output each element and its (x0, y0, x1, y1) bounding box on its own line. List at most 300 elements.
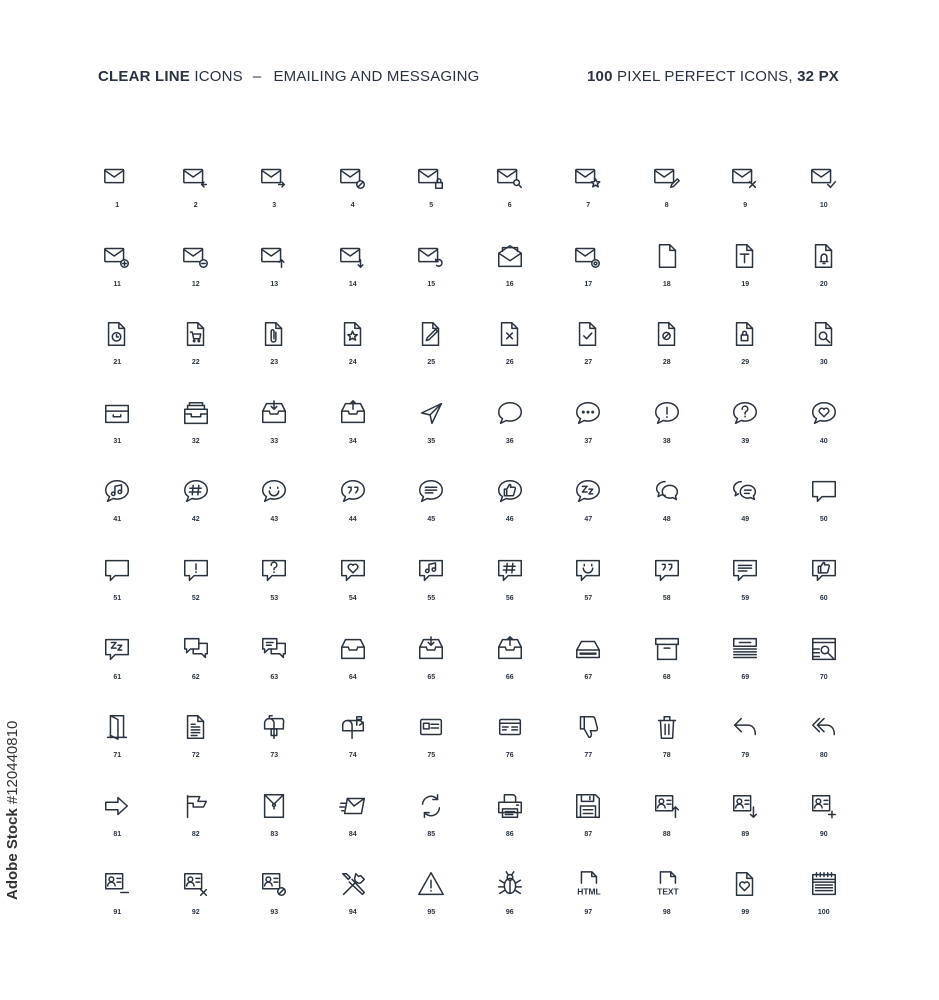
icon-number: 54 (348, 594, 357, 602)
icon-number: 16 (505, 280, 514, 288)
fast-mail-icon (338, 791, 368, 821)
icon-number: 32 (191, 437, 200, 445)
icon-number: 80 (819, 752, 828, 760)
icon-cell (392, 386, 471, 465)
envelope-at-icon (573, 241, 603, 271)
icon-cell (157, 307, 236, 386)
icon-cell (706, 700, 785, 779)
icon-cell (157, 779, 236, 858)
icon-cell (314, 700, 393, 779)
icon-number: 17 (584, 280, 593, 288)
document-edit-icon (416, 319, 446, 349)
icon-number: 90 (819, 830, 828, 838)
icon-cell (471, 229, 550, 308)
icon-cell (785, 622, 864, 701)
icon-number: 82 (191, 830, 200, 838)
icon-cell (549, 464, 628, 543)
door-exit-icon (102, 712, 132, 742)
icon-cell (549, 779, 628, 858)
inbox-upload-icon (495, 634, 525, 664)
icon-cell (157, 150, 236, 229)
reply-icon (730, 712, 760, 742)
icon-cell (392, 150, 471, 229)
floppy-disk-icon (573, 791, 603, 821)
icon-cell (157, 229, 236, 308)
icon-number: 23 (270, 359, 279, 367)
icon-number: 14 (348, 280, 357, 288)
envelope-download-icon (338, 241, 368, 271)
icon-cell (706, 464, 785, 543)
title-rest: ICONS (194, 68, 243, 85)
icon-cell (157, 464, 236, 543)
chat-alert-icon (652, 398, 682, 428)
icon-cell (235, 464, 314, 543)
icon-number: 2 (193, 202, 198, 209)
chat-bubble-icon (495, 398, 525, 428)
icon-number: 56 (505, 594, 514, 602)
icon-number: 83 (270, 830, 279, 838)
chat-like-icon (495, 476, 525, 506)
icon-number: 46 (505, 516, 514, 524)
tools-icon (338, 869, 368, 899)
icon-number: 22 (191, 359, 200, 367)
icon-number: 65 (427, 673, 436, 681)
sealed-envelope-icon (259, 791, 289, 821)
icon-number: 67 (584, 673, 593, 681)
messages-text-icon (259, 634, 289, 664)
page-subtitle: EMAILING AND MESSAGING (273, 68, 480, 85)
chat-text-icon (416, 476, 446, 506)
icon-cell (392, 229, 471, 308)
icon-number: 61 (113, 673, 122, 681)
message-smile-icon (573, 555, 603, 585)
icon-cell (314, 543, 393, 622)
paper-plane-icon (416, 398, 446, 428)
icon-cell (314, 229, 393, 308)
icon-number: 7 (586, 202, 591, 209)
icon-cell (785, 857, 864, 936)
icon-cell (706, 779, 785, 858)
icon-cell (471, 464, 550, 543)
icon-number: 11 (113, 280, 121, 288)
icon-number: 55 (427, 594, 436, 602)
drive-tray-icon (573, 634, 603, 664)
icon-cell (392, 700, 471, 779)
icon-cell (314, 622, 393, 701)
icon-cell (785, 464, 864, 543)
icon-label: HTML (577, 886, 601, 897)
icon-cell (471, 307, 550, 386)
chat-typing-icon (573, 398, 603, 428)
icon-cell (157, 386, 236, 465)
icon-cell (628, 464, 707, 543)
document-star-icon (338, 319, 368, 349)
icon-cell (78, 543, 157, 622)
document-icon (652, 241, 682, 271)
icon-cell (235, 700, 314, 779)
reply-all-icon (809, 712, 839, 742)
icon-cell (785, 386, 864, 465)
calendar-icon (809, 869, 839, 899)
document-lines-icon (181, 712, 211, 742)
icon-number: 20 (819, 280, 828, 288)
icon-cell (628, 857, 707, 936)
icon-cell (235, 622, 314, 701)
icon-number: 1 (115, 202, 120, 209)
chat-conversation-icon (652, 476, 682, 506)
contact-delete-icon (181, 869, 211, 899)
count-rest: PIXEL PERFECT ICONS, (617, 68, 793, 85)
icon-number: 76 (505, 752, 514, 760)
icon-cell (392, 464, 471, 543)
icon-number: 75 (427, 752, 436, 760)
contact-remove-icon (102, 869, 132, 899)
icon-number: 96 (505, 909, 514, 917)
icon-number: 81 (113, 830, 122, 838)
icon-number: 8 (664, 202, 669, 209)
inbox-download-icon (416, 634, 446, 664)
document-blocked-icon (652, 319, 682, 349)
message-text-icon (730, 555, 760, 585)
envelope-lock-icon (416, 162, 446, 192)
icon-cell (78, 307, 157, 386)
warning-icon (416, 869, 446, 899)
document-check-icon (573, 319, 603, 349)
icon-cell (78, 857, 157, 936)
refresh-icon (416, 791, 446, 821)
icon-number: 29 (741, 359, 750, 367)
icon-number: 5 (429, 202, 434, 209)
envelope-delete-icon (730, 162, 760, 192)
icon-number: 89 (741, 830, 750, 838)
icon-number: 97 (584, 909, 593, 917)
title-dash: – (252, 68, 262, 85)
envelope-reply-icon (181, 162, 211, 192)
icon-number: 64 (348, 673, 357, 681)
contact-blocked-icon (259, 869, 289, 899)
icon-cell (235, 386, 314, 465)
icon-cell (235, 307, 314, 386)
icon-cell (471, 622, 550, 701)
text-file-icon (652, 869, 682, 899)
icon-number: 84 (348, 830, 357, 838)
icon-cell (314, 386, 393, 465)
icon-cell (628, 779, 707, 858)
icon-number: 71 (113, 752, 122, 760)
trash-icon (652, 712, 682, 742)
card-text-icon (495, 712, 525, 742)
icon-number: 85 (427, 830, 436, 838)
header (98, 68, 839, 92)
tray-stack-icon (181, 398, 211, 428)
icon-number: 25 (427, 359, 436, 367)
document-bell-icon (809, 241, 839, 271)
icon-cell (628, 622, 707, 701)
arrow-right-icon (102, 791, 132, 821)
document-delete-icon (495, 319, 525, 349)
icon-size: 32 PX (797, 68, 839, 85)
icon-number: 94 (348, 909, 357, 917)
icon-cell (785, 779, 864, 858)
envelope-upload-icon (259, 241, 289, 271)
icon-number: 38 (662, 437, 671, 445)
icon-number: 37 (584, 437, 593, 445)
icon-cell (314, 464, 393, 543)
icon-cell (628, 386, 707, 465)
icon-cell (392, 779, 471, 858)
icon-cell (706, 543, 785, 622)
icon-cell (549, 229, 628, 308)
icon-number: 39 (741, 437, 750, 445)
envelope-blocked-icon (338, 162, 368, 192)
icon-cell (392, 543, 471, 622)
icon-number: 44 (348, 516, 357, 524)
envelope-add-icon (102, 241, 132, 271)
archive-search-icon (809, 634, 839, 664)
icon-cell (471, 700, 550, 779)
icon-cell (706, 622, 785, 701)
bug-icon (495, 869, 525, 899)
icon-number: 88 (662, 830, 671, 838)
icon-cell (157, 543, 236, 622)
document-attachment-icon (259, 319, 289, 349)
icon-cell (706, 857, 785, 936)
icon-cell (628, 543, 707, 622)
envelope-search-icon (495, 162, 525, 192)
icon-number: 100 (817, 909, 830, 917)
icon-number: 21 (113, 359, 122, 367)
icon-number: 47 (584, 516, 593, 524)
icon-cell (314, 857, 393, 936)
icon-number: 53 (270, 594, 279, 602)
icon-cell (785, 543, 864, 622)
icon-number: 57 (584, 594, 593, 602)
icon-number: 35 (427, 437, 436, 445)
envelope-star-icon (573, 162, 603, 192)
icon-number: 73 (270, 752, 279, 760)
message-like-icon (809, 555, 839, 585)
icon-number: 3 (272, 202, 277, 209)
icon-cell (549, 307, 628, 386)
stock-id-label (4, 721, 21, 900)
tray-icon (102, 398, 132, 428)
icon-cell (706, 307, 785, 386)
envelope-edit-icon (652, 162, 682, 192)
icon-number: 27 (584, 359, 593, 367)
envelope-remove-icon (181, 241, 211, 271)
icon-number: 72 (191, 752, 200, 760)
icon-number: 28 (662, 359, 671, 367)
chat-smile-icon (259, 476, 289, 506)
icon-cell (628, 700, 707, 779)
icon-number: 77 (584, 752, 593, 760)
icon-cell (78, 386, 157, 465)
title-bold: CLEAR LINE (98, 68, 190, 85)
document-clock-icon (102, 319, 132, 349)
icon-number: 13 (270, 280, 279, 288)
icon-number: 6 (507, 202, 512, 209)
page-title (98, 68, 480, 85)
tray-download-icon (259, 398, 289, 428)
chat-sleep-icon (573, 476, 603, 506)
icon-cell (235, 150, 314, 229)
message-sleep-icon (102, 634, 132, 664)
icon-count-title (587, 68, 839, 85)
icon-cell (471, 779, 550, 858)
html-file-icon (573, 869, 603, 899)
icon-number: 34 (348, 437, 357, 445)
contact-upload-icon (652, 791, 682, 821)
inbox-tray-icon (338, 634, 368, 664)
icon-number: 19 (741, 280, 750, 288)
message-alert-icon (181, 555, 211, 585)
icon-number: 52 (191, 594, 200, 602)
icon-number: 74 (348, 752, 357, 760)
icon-cell (392, 622, 471, 701)
envelope-icon (102, 162, 132, 192)
icon-cell (78, 229, 157, 308)
messages-icon (181, 634, 211, 664)
icon-number: 68 (662, 673, 671, 681)
count-bold: 100 (587, 68, 613, 85)
icon-number: 43 (270, 516, 279, 524)
icon-number: 51 (113, 594, 122, 602)
icon-number: 62 (191, 673, 200, 681)
icon-cell (157, 700, 236, 779)
message-quote-icon (652, 555, 682, 585)
chat-heart-icon (809, 398, 839, 428)
chat-conversation-text-icon (730, 476, 760, 506)
message-square-icon (809, 476, 839, 506)
thumbs-down-icon (573, 712, 603, 742)
flag-icon (181, 791, 211, 821)
icon-cell (628, 307, 707, 386)
icon-number: 42 (191, 516, 200, 524)
icon-number: 87 (584, 830, 593, 838)
icon-number: 91 (113, 909, 122, 917)
icon-cell (471, 386, 550, 465)
envelope-undo-icon (416, 241, 446, 271)
icon-number: 10 (819, 202, 828, 209)
icon-number: 24 (348, 359, 357, 367)
icon-number: 58 (662, 594, 671, 602)
icon-number: 45 (427, 516, 436, 524)
icon-number: 93 (270, 909, 279, 917)
icon-cell (706, 150, 785, 229)
printer-icon (495, 791, 525, 821)
chat-hashtag-icon (181, 476, 211, 506)
icon-cell (706, 229, 785, 308)
paper-stack-icon (730, 634, 760, 664)
icon-number: 98 (662, 909, 671, 917)
icon-number: 78 (662, 752, 671, 760)
icon-cell (471, 150, 550, 229)
icon-cell (785, 307, 864, 386)
icon-cell (549, 386, 628, 465)
icon-cell (157, 857, 236, 936)
icon-number: 9 (743, 202, 748, 209)
icon-cell (785, 700, 864, 779)
icon-number: 41 (113, 516, 122, 524)
chat-quote-icon (338, 476, 368, 506)
document-lock-icon (730, 319, 760, 349)
icon-number: 33 (270, 437, 279, 445)
icon-cell (471, 857, 550, 936)
stock-brand: Adobe Stock (4, 808, 21, 900)
icon-number: 66 (505, 673, 514, 681)
message-square-icon (102, 555, 132, 585)
stock-id: #120440810 (4, 720, 21, 805)
mailbox-flag-icon (338, 712, 368, 742)
contact-download-icon (730, 791, 760, 821)
icon-cell (628, 229, 707, 308)
archive-box-icon (652, 634, 682, 664)
icon-number: 36 (505, 437, 514, 445)
icon-cell (235, 779, 314, 858)
icon-cell (549, 543, 628, 622)
icon-cell (78, 700, 157, 779)
icon-number: 92 (191, 909, 200, 917)
icon-cell (392, 857, 471, 936)
icon-cell (235, 543, 314, 622)
message-question-icon (259, 555, 289, 585)
icon-number: 79 (741, 752, 750, 760)
chat-question-icon (730, 398, 760, 428)
icon-number: 59 (741, 594, 750, 602)
icon-cell (235, 857, 314, 936)
icon-cell (706, 386, 785, 465)
icon-grid (78, 150, 863, 936)
chat-music-icon (102, 476, 132, 506)
icon-number: 50 (819, 516, 828, 524)
icon-cell (78, 622, 157, 701)
icon-number: 31 (113, 437, 122, 445)
icon-cell (628, 150, 707, 229)
icon-number: 18 (662, 280, 671, 288)
icon-cell (549, 857, 628, 936)
message-hashtag-icon (495, 555, 525, 585)
icon-cell (78, 779, 157, 858)
icon-cell (549, 150, 628, 229)
icon-number: 15 (427, 280, 436, 288)
icon-cell (549, 622, 628, 701)
icon-cell (78, 150, 157, 229)
message-heart-icon (338, 555, 368, 585)
tray-upload-icon (338, 398, 368, 428)
icon-cell (392, 307, 471, 386)
icon-number: 49 (741, 516, 750, 524)
card-icon (416, 712, 446, 742)
envelope-forward-icon (259, 162, 289, 192)
contact-add-icon (809, 791, 839, 821)
icon-number: 95 (427, 909, 436, 917)
envelope-open-icon (495, 241, 525, 271)
document-search-icon (809, 319, 839, 349)
icon-number: 99 (741, 909, 750, 917)
icon-label: TEXT (656, 886, 679, 897)
icon-cell (785, 229, 864, 308)
icon-cell (314, 307, 393, 386)
icon-number: 69 (741, 673, 750, 681)
icon-number: 26 (505, 359, 514, 367)
icon-number: 63 (270, 673, 279, 681)
icon-number: 30 (819, 359, 828, 367)
icon-number: 12 (191, 280, 200, 288)
icon-number: 40 (819, 437, 828, 445)
icon-number: 70 (819, 673, 828, 681)
icon-cell (471, 543, 550, 622)
message-music-icon (416, 555, 446, 585)
